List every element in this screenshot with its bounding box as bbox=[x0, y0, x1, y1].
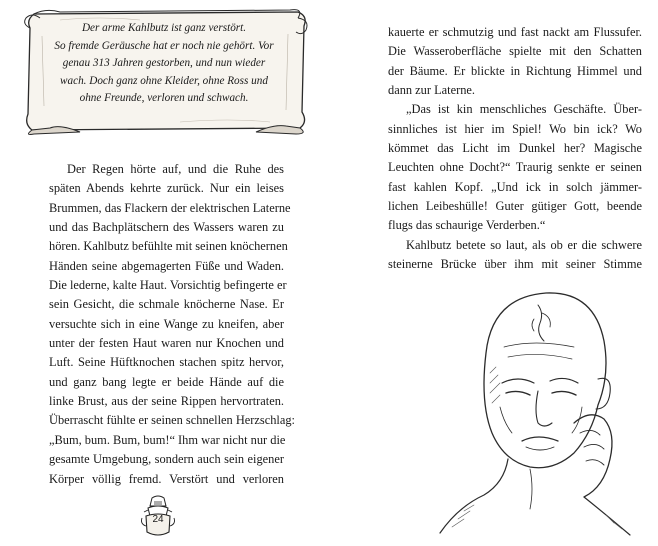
text-line: steinerne Brücke über ihm mit seiner Stimme bbox=[388, 257, 642, 272]
text-line: kömmet das Licht im Dunkel her? Magische bbox=[388, 141, 642, 156]
intro-line: Der arme Kahlbutz ist ganz verstört. bbox=[81, 22, 247, 34]
text-line: „Bum, bum. Bum, bum!“ Ihm war nicht nur die bbox=[49, 432, 286, 447]
text-line: und das Bachplätschern des Wassers waren zu bbox=[49, 220, 284, 235]
page-number-ornament bbox=[138, 494, 178, 538]
intro-line: ohne Freunde, verloren und schwach. bbox=[79, 92, 249, 105]
weeping-man-illustration bbox=[434, 283, 654, 541]
text-line: und ganz bang legte er beide Hände auf die bbox=[49, 374, 284, 389]
text-line: Luft. Seine Hüftknochen stachen spitz hervor, bbox=[49, 355, 284, 370]
text-line: lichen Leibeshülle! Guter gütiger Gott, beende bbox=[388, 199, 642, 214]
text-line: Leuchten ohne Docht?“ Traurig senkte er seinen bbox=[388, 160, 642, 175]
intro-line: genau 313 Jahren gestorben, und nun wieder bbox=[62, 57, 266, 70]
text-line: hören. Kahlbutz befühlte mit seinen knöchernen bbox=[49, 239, 288, 254]
text-line: Überrascht fühlte er seinen schnellen Herzschlag: bbox=[49, 413, 295, 428]
text-line: Die Wasseroberfläche spielte mit den Schatten bbox=[388, 44, 642, 59]
right-body-text bbox=[388, 23, 642, 274]
text-line: gesamte Umgebung, sondern auch sein eigener bbox=[49, 452, 284, 467]
text-line: sein Gesicht, die schmale knöcherne Nase. Er bbox=[49, 297, 284, 312]
left-page bbox=[0, 0, 329, 543]
text-line: Händen seine abgemagerten Füße und Waden. bbox=[49, 258, 284, 273]
text-line: flugs das schaurige Verderben.“ bbox=[388, 218, 546, 233]
text-line: sinnliches ist hier im Spiel! Wo bin ick? Wo bbox=[388, 121, 642, 136]
right-page bbox=[329, 0, 658, 543]
text-line: kauerte er schmutzig und fast nackt am Flussufer. bbox=[388, 25, 642, 39]
text-line: späten Abends kehrte zurück. Nur ein leises bbox=[49, 181, 284, 196]
intro-line: So fremde Geräusche hat er noch nie gehört. Vor bbox=[54, 39, 274, 52]
text-line: Die lederne, kalte Haut. Vorsichtig befingerte er bbox=[49, 278, 287, 293]
text-line: versuchte sich in eine Wange zu kneifen, aber bbox=[49, 316, 284, 331]
left-body-text bbox=[49, 160, 295, 489]
text-line: Kahlbutz betete so laut, als ob er die schwere bbox=[406, 237, 642, 252]
text-line: unter der festen Haut waren nur Knochen und bbox=[49, 336, 284, 351]
text-line: Der Regen hörte auf, und die Ruhe des bbox=[67, 162, 284, 176]
text-line: fast kahlen Kopf. „Und ick in solch jämmer- bbox=[388, 179, 642, 194]
text-line: linke Brust, aus der seine Rippen hervortraten. bbox=[49, 394, 284, 409]
page-number: 24 bbox=[152, 514, 164, 525]
portrait-sketch-icon bbox=[434, 283, 654, 541]
text-line: dann zur Laterne. bbox=[388, 83, 476, 98]
text-line: der Bäume. Er blickte in Richtung Himmel und bbox=[388, 63, 642, 78]
text-line: Brummen, das Flackern der elektrischen Laterne bbox=[49, 200, 291, 215]
intro-line: wach. Doch ganz ohne Kleider, ohne Ross und bbox=[60, 74, 268, 87]
text-line: Körper völlig fremd. Verstört und verloren bbox=[49, 471, 284, 486]
intro-summary bbox=[44, 20, 284, 108]
text-line: „Das ist kin menschliches Geschäfte. Über- bbox=[406, 102, 642, 117]
